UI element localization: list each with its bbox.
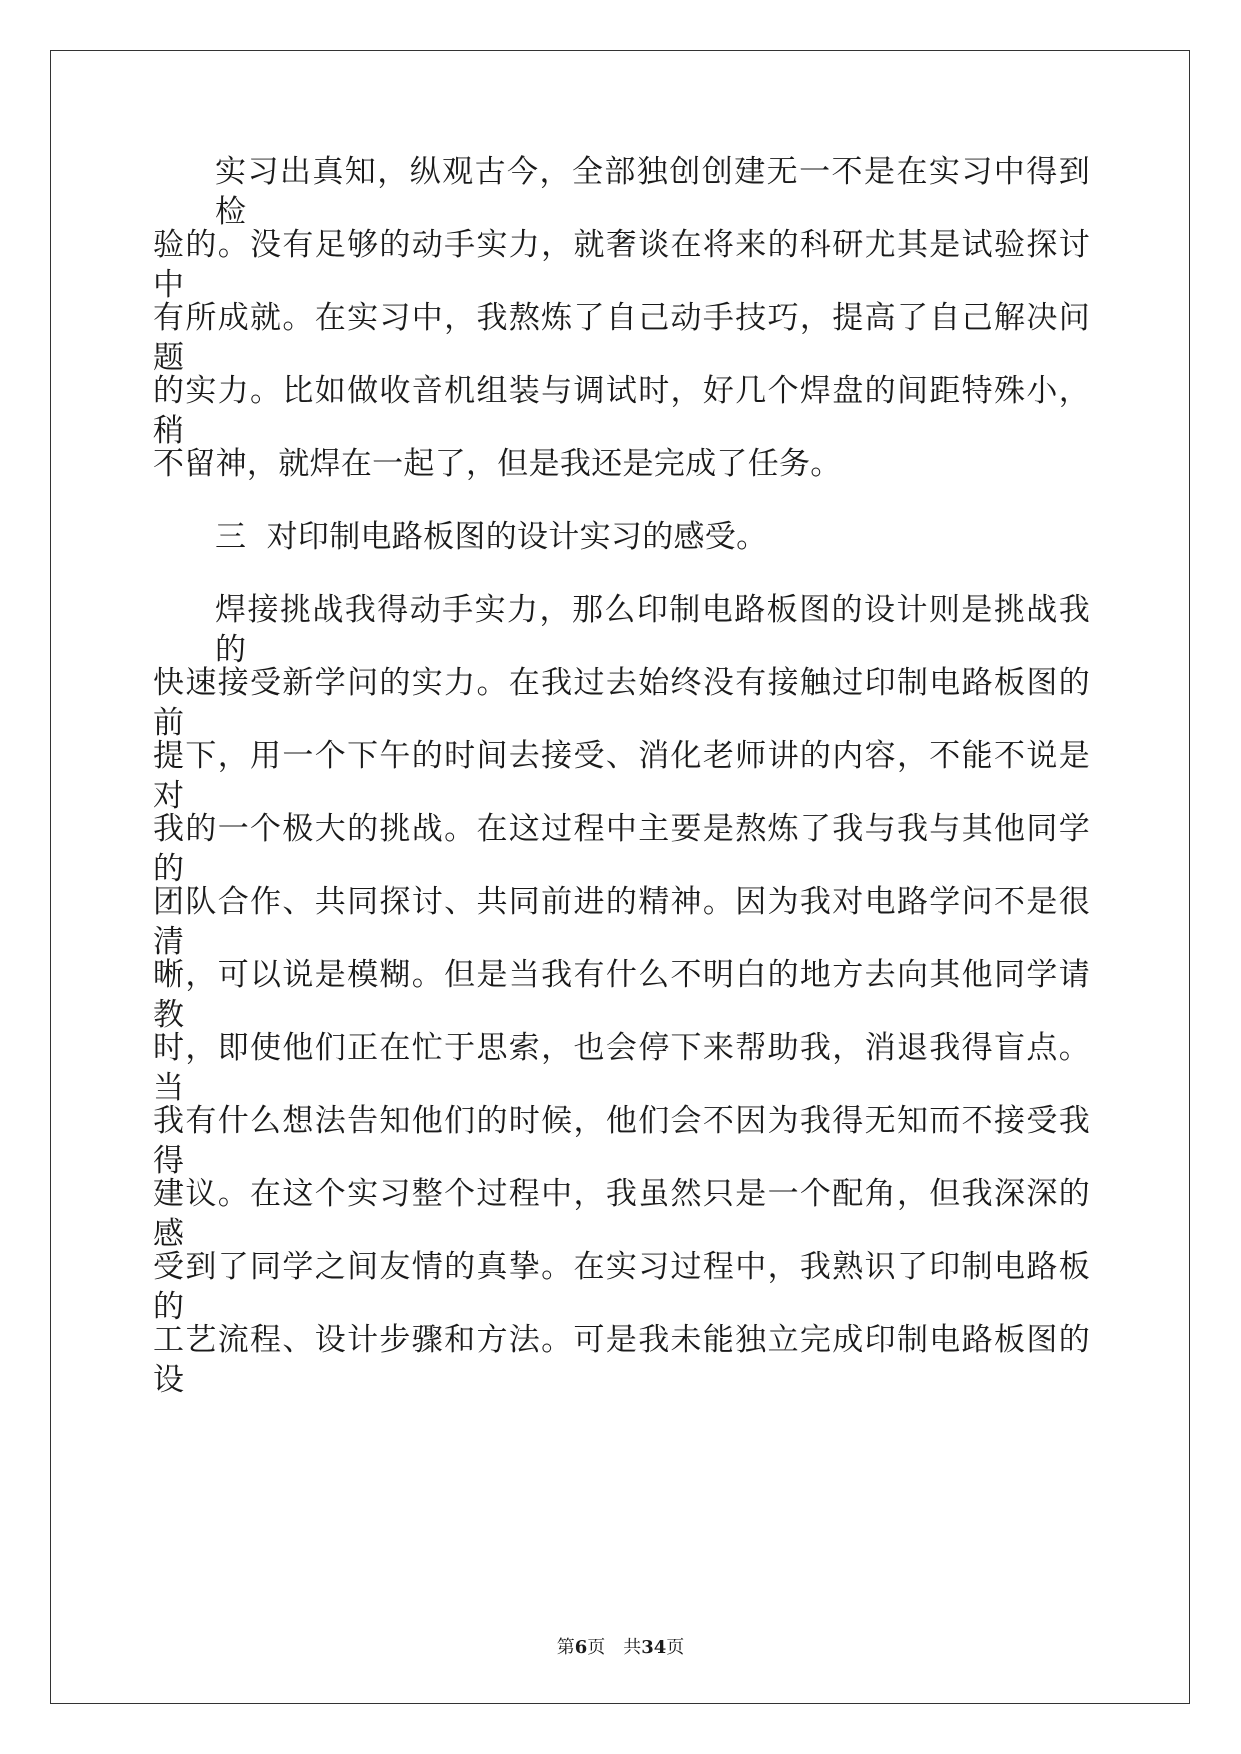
text-line: 建议。在这个实习整个过程中，我虽然只是一个配角，但我深深的感: [153, 1176, 1090, 1252]
text-line: 验的。没有足够的动手实力，就奢谈在将来的科研尤其是试验探讨中: [153, 227, 1090, 303]
text-line: 不留神，就焊在一起了，但是我还是完成了任务。: [153, 446, 842, 482]
page-suffix: 页: [587, 1637, 606, 1658]
text-line: 团队合作、共同探讨、共同前进的精神。因为我对电路学问不是很清: [153, 884, 1090, 960]
page-number: 6: [574, 1637, 588, 1658]
text-line: 工艺流程、设计步骤和方法。可是我未能独立完成印制电路板图的设: [153, 1322, 1090, 1398]
text-line: 的实力。比如做收音机组装与调试时，好几个焊盘的间距特殊小，稍: [153, 373, 1090, 449]
total-pages: 34: [641, 1637, 667, 1658]
text-line: 晰，可以说是模糊。但是当我有什么不明白的地方去向其他同学请教: [153, 957, 1090, 1033]
page-prefix: 第: [556, 1637, 575, 1658]
text-line: 时，即使他们正在忙于思索，也会停下来帮助我，消退我得盲点。当: [153, 1030, 1090, 1106]
total-prefix: 共: [623, 1637, 642, 1658]
page-footer: [0, 1636, 1241, 1660]
text-line: 有所成就。在实习中，我熬炼了自己动手技巧，提高了自己解决问题: [153, 300, 1090, 376]
text-line: 我的一个极大的挑战。在这过程中主要是熬炼了我与我与其他同学的: [153, 811, 1090, 887]
text-line: 实习出真知，纵观古今，全部独创创建无一不是在实习中得到检: [215, 154, 1090, 230]
section-heading: 三 对印制电路板图的设计实习的感受。: [215, 519, 768, 555]
text-line: 焊接挑战我得动手实力，那么印制电路板图的设计则是挑战我的: [215, 592, 1090, 668]
text-line: 快速接受新学问的实力。在我过去始终没有接触过印制电路板图的前: [153, 665, 1090, 741]
text-line: 我有什么想法告知他们的时候，他们会不因为我得无知而不接受我得: [153, 1103, 1090, 1179]
text-line: 提下，用一个下午的时间去接受、消化老师讲的内容，不能不说是对: [153, 738, 1090, 814]
text-line: 受到了同学之间友情的真挚。在实习过程中，我熟识了印制电路板的: [153, 1249, 1090, 1325]
total-suffix: 页: [666, 1637, 685, 1658]
